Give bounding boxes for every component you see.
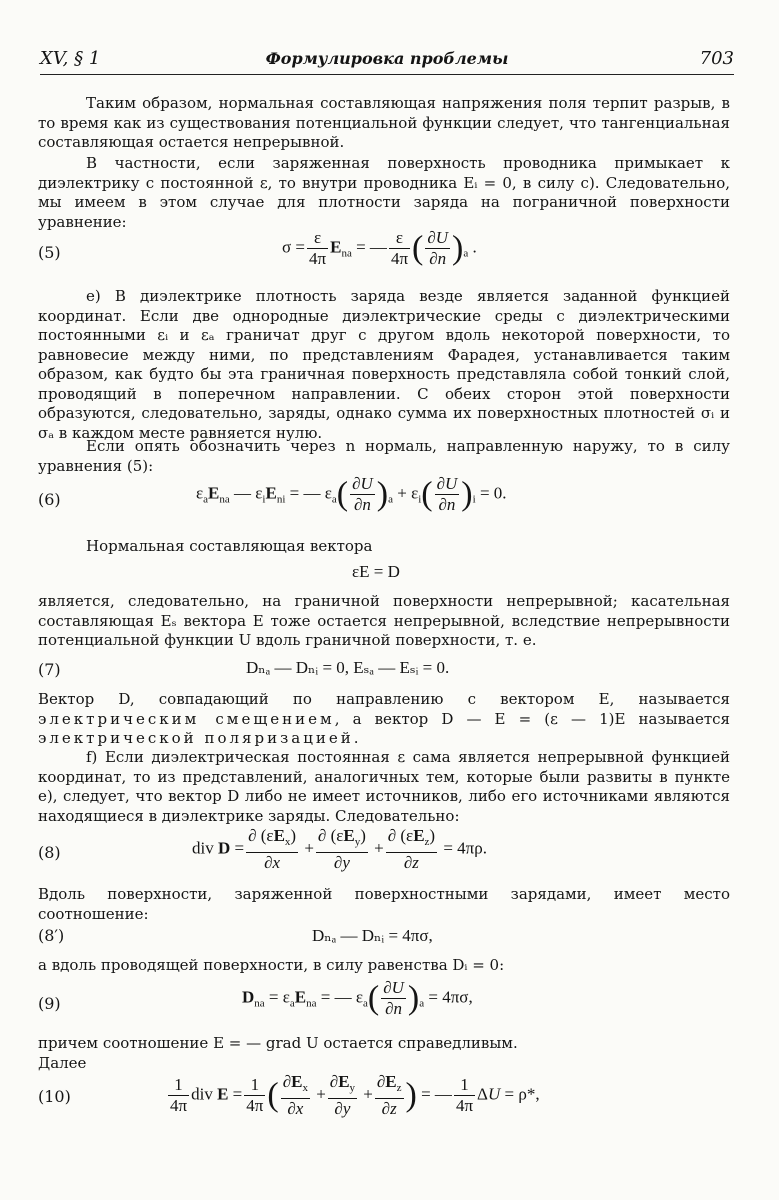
paragraph-8: f) Если диэлектрическая постоянная ε сама является непрерывной функцией координат, то из представлений, аналогичных тем, которые были развиты в пункте e), следует, что вектор D либо не имеет источников, либо его источниками являются находящиеся в диэлектрике заряды. Следовательно:: [38, 748, 730, 825]
equation-8: div D = $\frac{\partial (\varepsilon E_x)}{\partial x}$ + $\frac{\partial (\varepsilon E_y)}{\partial y}$ + $\frac{\partial (\varepsilon E_z)}{\partial z}$ = 4πρ.: [192, 826, 487, 872]
paragraph-2: В частности, если заряженная поверхность проводника примыкает к диэлектрику с постоянной ε, то внутри проводника Eᵢ = 0, в силу с). Следовательно, мы имеем в этом случае для плотности заряда на пограничной поверхности уравнение:: [38, 154, 730, 231]
term-electric-displacement: электрическим смещением: [38, 709, 335, 728]
paragraph-5: Нормальная составляющая вектора: [86, 537, 373, 555]
equation-9: $D_{na} = \varepsilon_aE_{na}$ = — $\varepsilon_a$( $\frac{\partial U}{\partial n}$ )$_a = 4\pi\sigma$,: [242, 978, 473, 1018]
paragraph-9: Вдоль поверхности, заряженной поверхностными зарядами, имеет место соотношение:: [38, 885, 730, 923]
equation-5: σ = $\frac{\varepsilon}{4\pi}$ $E_{na}$ = — $\frac{\varepsilon}{4\pi}$ ( $\frac{\partial U}{\partial n}$ )$_a$ .: [282, 228, 477, 268]
term-electric-polarization: электрической поляризацией: [38, 729, 354, 747]
paragraph-7: [38, 690, 730, 749]
paragraph-7-part-e: .: [353, 729, 359, 747]
equation-number-7: (7): [38, 660, 61, 679]
equation-number-8: (8): [38, 843, 61, 862]
equation-eps-E-D: εE = D: [352, 562, 400, 581]
paragraph-12: Далее: [38, 1054, 87, 1072]
paragraph-1: Таким образом, нормальная составляющая напряжения поля терпит разрыв, в то время как из существования потенциальной функции следует, что тангенциальная составляющая остается непрерывной.: [38, 94, 730, 151]
page-number: 703: [699, 48, 734, 69]
equation-number-8-prime: (8′): [38, 926, 65, 945]
equation-7: Dₙₐ — Dₙᵢ = 0, Eₛₐ — Eₛᵢ = 0.: [246, 658, 450, 677]
paragraph-3: e) В диэлектрике плотность заряда везде является заданной функцией координат. Если две однородные диэлектрические среды с диэлектрическими постоянными εᵢ и εₐ граничат друг с другом вдоль некоторой поверхности, то равновесие между ними, по представлениям Фарадея, устанавливается таким образом, как будто бы эта граничная поверхность представляла собой тонкий слой, проводящий в поперечном направлении. С обеих сторон этой поверхности образуются, следовательно, заряды, однако сумма их поверхностных плотностей σᵢ и σₐ в каждом месте равняется нулю.: [38, 287, 730, 442]
equation-number-10: (10): [38, 1087, 71, 1106]
paragraph-10: а вдоль проводящей поверхности, в силу равенства Dᵢ = 0:: [38, 956, 505, 974]
equation-8-prime: Dₙₐ — Dₙᵢ = 4πσ,: [312, 926, 433, 945]
section-reference: XV, § 1: [40, 48, 101, 69]
paragraph-7-part-a: Вектор D, совпадающий по направлению с вектором E, называется: [38, 690, 730, 708]
equation-10: $\frac{1}{4\pi}$ div E = $\frac{1}{4\pi}$ ( $\frac{\partial E_x}{\partial x}$ + $\frac{\partial E_y}{\partial y}$ + $\frac{\partial E_z}{\partial z}$ ) = — $\frac{1}{4\pi}$ ΔU = ρ*,: [170, 1072, 540, 1118]
paragraph-4: Если опять обозначить через n нормаль, направленную наружу, то в силу уравнения (5):: [38, 437, 730, 475]
paragraph-7-part-c: , а вектор D — E = (ε — 1)E называется: [334, 709, 730, 728]
running-header: [40, 46, 734, 75]
paragraph-6: является, следовательно, на граничной поверхности непрерывной; касательная составляющая Eₛ вектора E тоже остается непрерывной, вследствие непрерывности потенциальной функции U вдоль граничной поверхности, т. е.: [38, 592, 730, 649]
chapter-title: Формулировка проблемы: [265, 49, 509, 68]
equation-number-5: (5): [38, 243, 61, 262]
equation-number-9: (9): [38, 994, 61, 1013]
equation-number-6: (6): [38, 490, 61, 509]
equation-6: $\varepsilon_aE_{na}$ — $\varepsilon_iE_{ni}$ = — $\varepsilon_a$( $\frac{\partial U}{\partial n}$ )$_a + \varepsilon_i$( $\frac{\partial U}{\partial n}$ )$_i = 0$.: [196, 474, 507, 514]
paragraph-11: причем соотношение E = — grad U остается справедливым.: [38, 1034, 518, 1052]
